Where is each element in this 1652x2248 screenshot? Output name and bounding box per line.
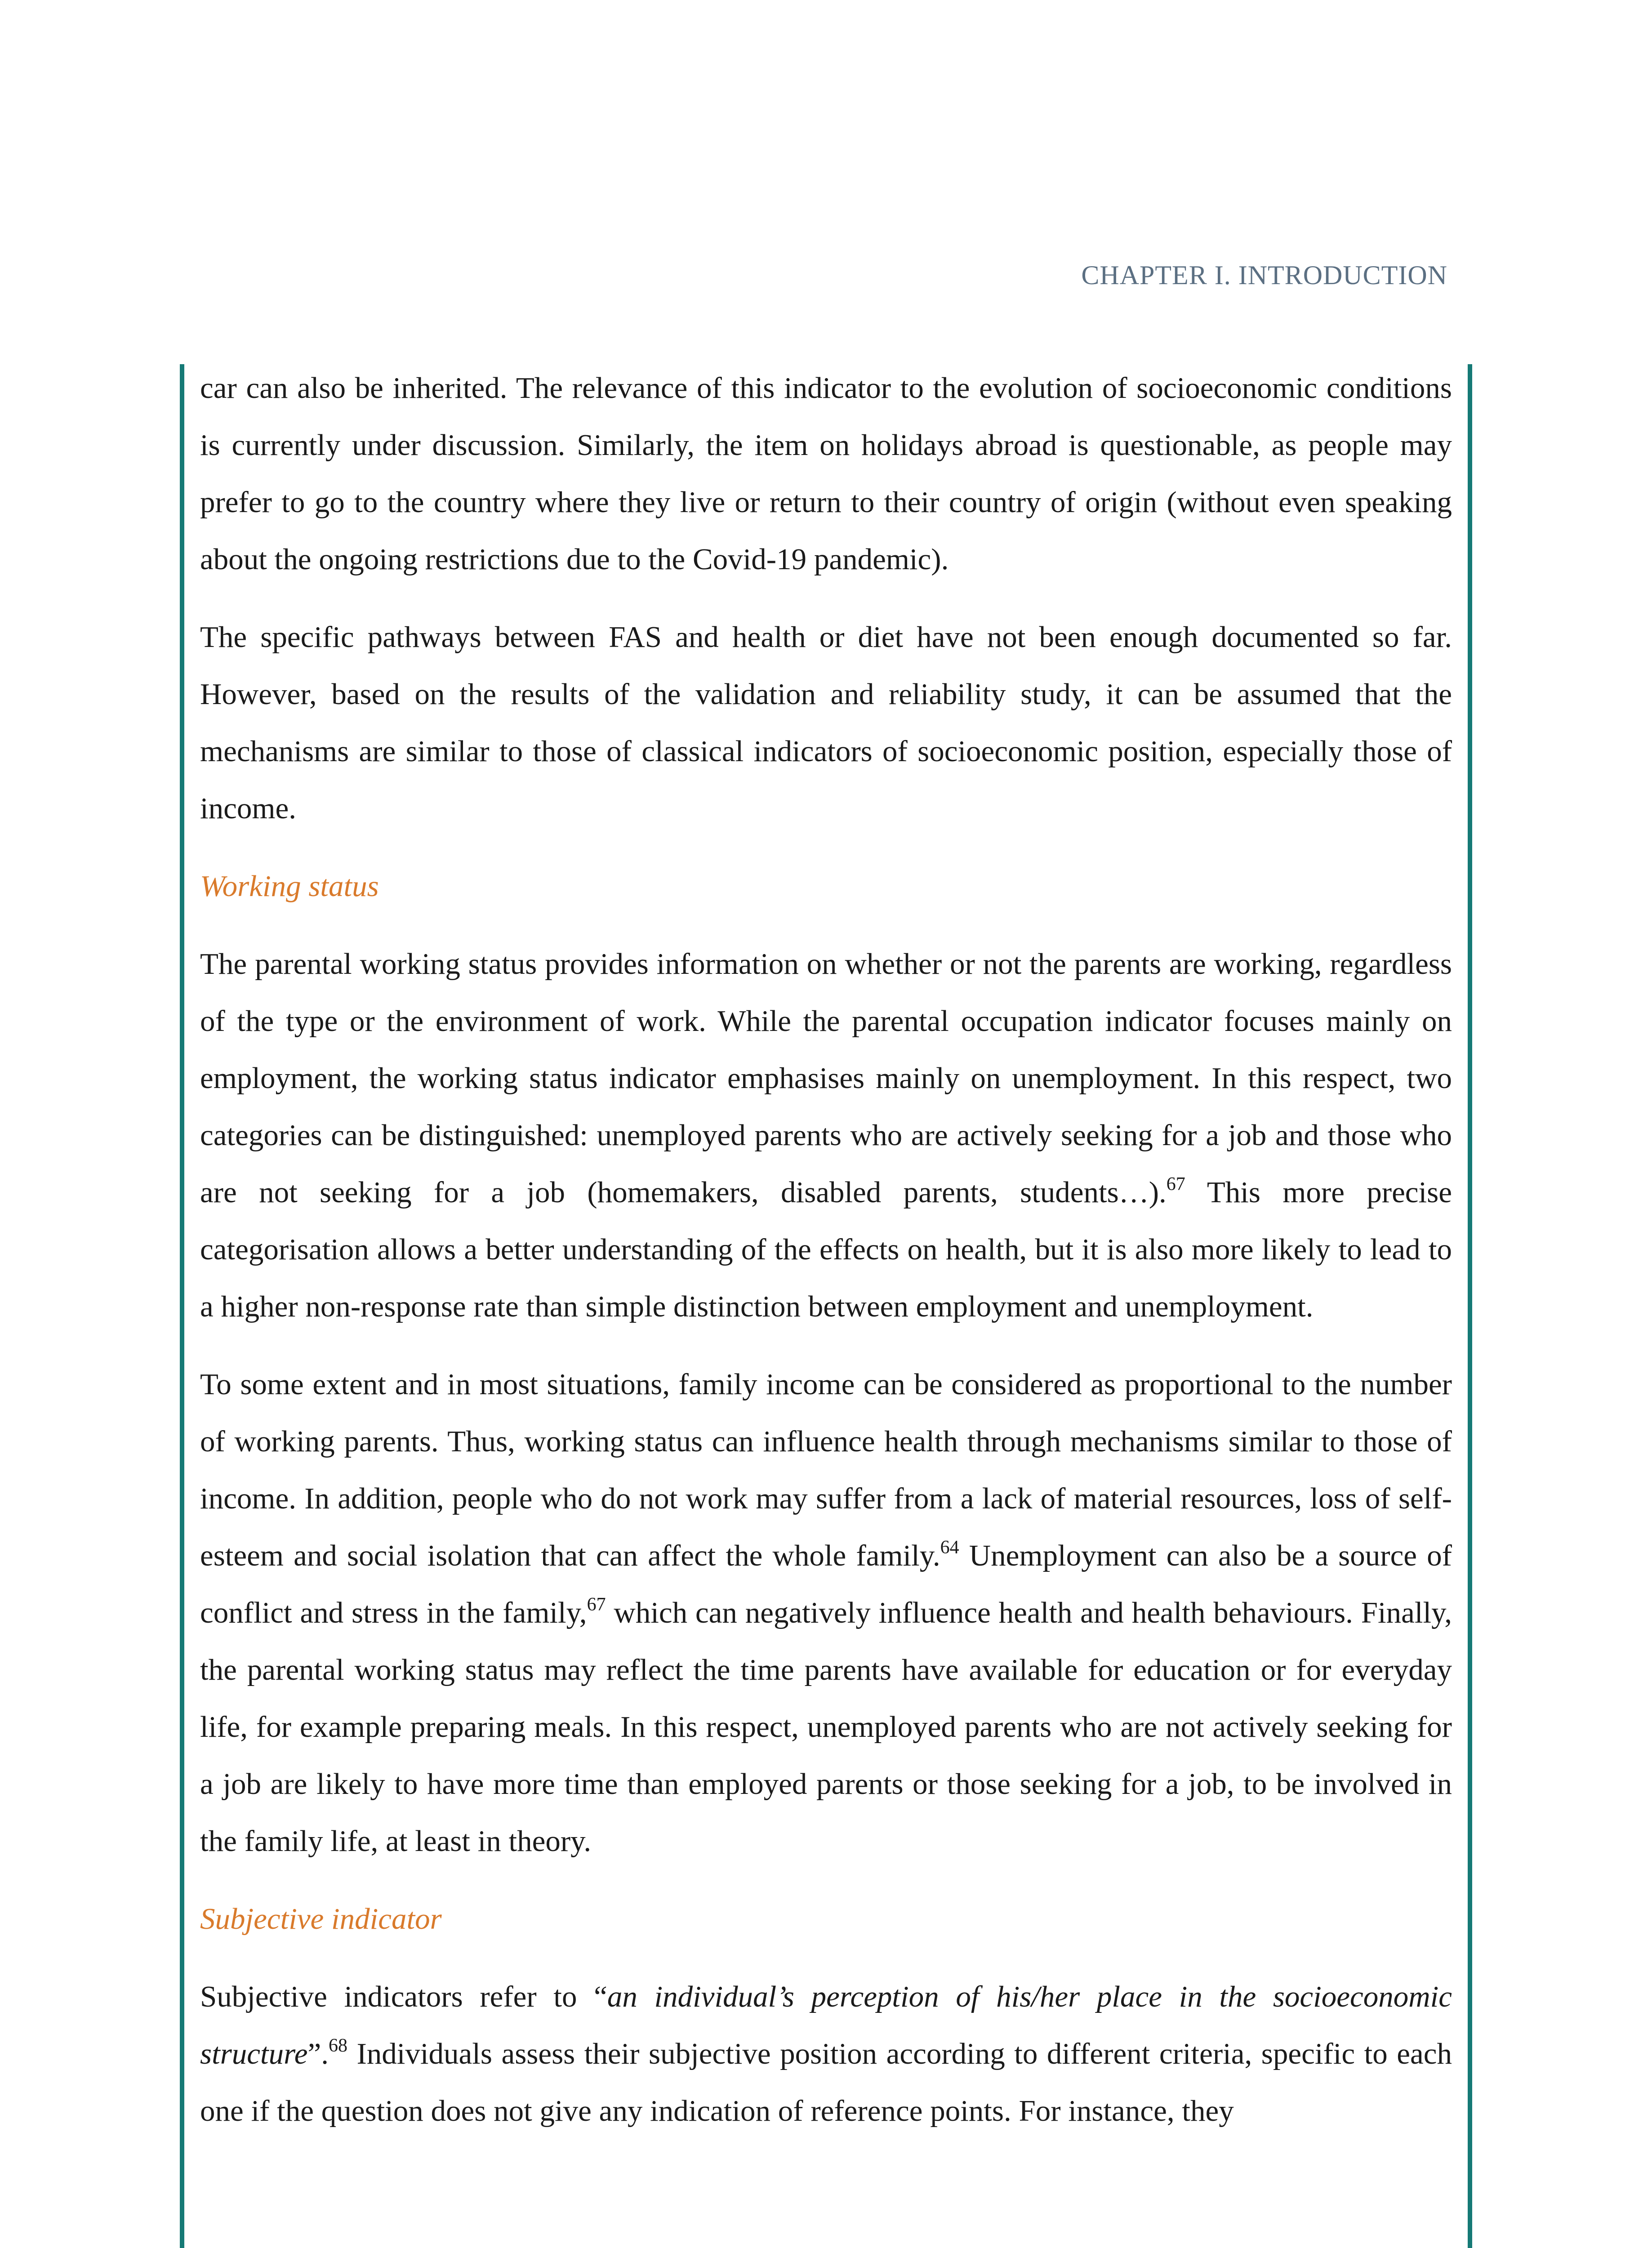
- section-heading-subjective-indicator: Subjective indicator: [200, 1902, 442, 1936]
- paragraph-working-status-definition: [200, 936, 1452, 1335]
- citation-ref: 67: [1166, 1173, 1185, 1195]
- paragraph-fas-items: car can also be inherited. The relevance of this indicator to the evolution of socioeconomic conditions is currently under discussion. Similarly, the item on holidays abroad is questionable, as people may prefer to go to the country where they live or return to their country of origin (without even speaking about the ongoing restrictions due to the Covid-19 pandemic).: [200, 371, 1452, 576]
- text-segment: ”.: [307, 2037, 329, 2070]
- running-header: CHAPTER I. INTRODUCTION: [1081, 260, 1447, 290]
- citation-ref: 68: [328, 2035, 347, 2056]
- text-segment: Unemployment can also be a source of conflict and stress in the family,: [200, 1539, 1452, 1629]
- section-heading-working-status: Working status: [200, 870, 379, 903]
- page-body: [200, 360, 1452, 2160]
- citation-ref: 64: [940, 1537, 959, 1558]
- text-segment: which can negatively influence health and health behaviours. Finally, the parental working status may reflect the time parents have available for education or for everyday life, for example preparing meals. In this respect, unemployed parents who are not actively seeking for a job are likely to have more time than employed parents or those seeking for a job, to be involved in the family life, at least in theory.: [200, 1596, 1452, 1858]
- paragraph-subjective-indicator: [200, 1968, 1452, 2140]
- quoted-definition: an individual’s perception of his/her place in the socioeconomic structure: [200, 1980, 1452, 2070]
- text-segment: Subjective indicators refer to “: [200, 1980, 607, 2013]
- text-segment: The parental working status provides information on whether or not the parents are working, regardless of the type or the environment of work. While the parental occupation indicator focuses mainly on employment, the working status indicator emphasises mainly on unemployment. In this respect, two categories can be distinguished: unemployed parents who are actively seeking for a job and those who are not seeking for a job (homemakers, disabled parents, students…).: [200, 947, 1452, 1209]
- paragraph-fas-pathways: The specific pathways between FAS and health or diet have not been enough documented so far. However, based on the results of the validation and reliability study, it can be assumed that the mechanisms are similar to those of classical indicators of socioeconomic position, especially those of income.: [200, 620, 1452, 825]
- text-segment: To some extent and in most situations, family income can be considered as proportional to the number of working parents. Thus, working status can influence health through mechanisms similar to those of income. In addition, people who do not work may suffer from a lack of material resources, loss of self-esteem and social isolation that can affect the whole family.: [200, 1368, 1452, 1572]
- paragraph-working-status-mechanisms: [200, 1356, 1452, 1870]
- text-segment: This more precise categorisation allows a better understanding of the effects on health, but it is also more likely to lead to a higher non-response rate than simple distinction between employment and unemployment.: [200, 1176, 1452, 1323]
- text-segment: Individuals assess their subjective position according to different criteria, specific to each one if the question does not give any indication of reference points. For instance, they: [200, 2037, 1452, 2128]
- citation-ref: 67: [587, 1594, 606, 1615]
